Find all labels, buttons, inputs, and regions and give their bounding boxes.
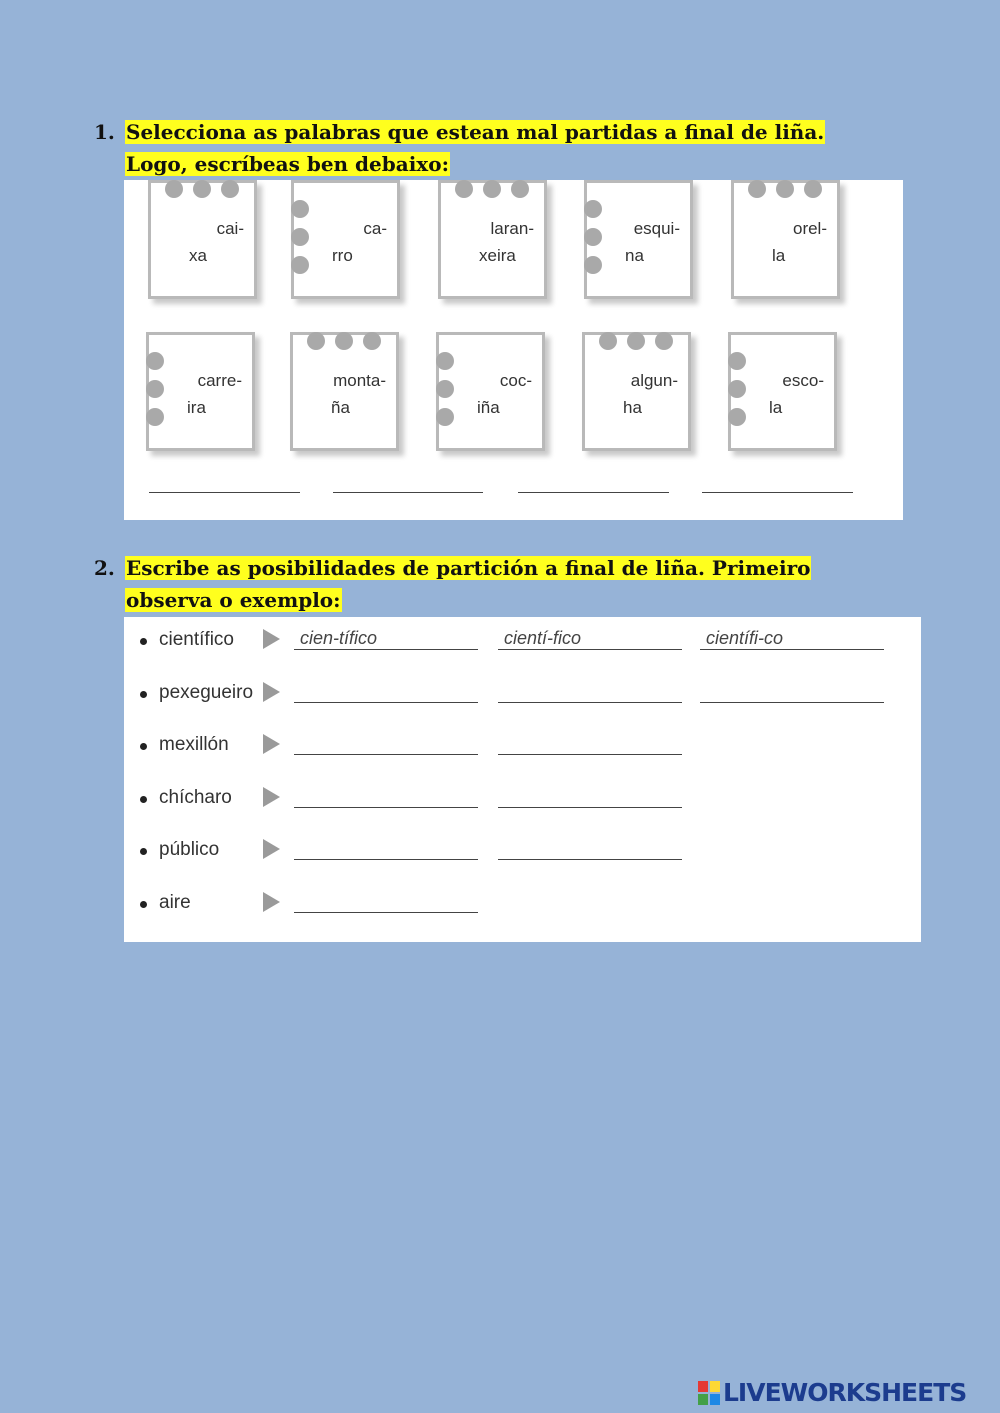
binder-hole-icon <box>584 200 602 218</box>
word-card[interactable] <box>291 180 400 299</box>
binder-hole-icon <box>291 200 309 218</box>
card-word-bottom: xeira <box>479 246 516 265</box>
row-word: chícharo <box>159 786 232 808</box>
row-word: público <box>159 839 220 860</box>
card-word-top: ca- <box>363 219 387 238</box>
word-card[interactable] <box>728 332 837 451</box>
question-1-title <box>94 116 825 180</box>
answer-text: cien-tífico <box>300 628 378 648</box>
bullet-icon <box>140 638 147 645</box>
binder-hole-icon <box>748 180 766 198</box>
bullet-icon <box>140 796 147 803</box>
answer-line-2[interactable] <box>333 492 483 493</box>
answer-slot[interactable] <box>294 624 478 650</box>
binder-hole-icon <box>776 180 794 198</box>
binder-hole-icon <box>728 352 746 370</box>
binder-hole-icon <box>599 332 617 350</box>
card-word-top: orel- <box>792 219 827 238</box>
bullet-icon <box>140 848 147 855</box>
card-word-top: carre- <box>197 371 242 390</box>
answer-line-3[interactable] <box>518 492 669 493</box>
question-1-number: 1. <box>94 120 115 144</box>
binder-hole-icon <box>584 256 602 274</box>
question-1-line-2: Logo, escríbeas ben debaixo: <box>126 152 449 176</box>
word-row <box>124 779 921 819</box>
answer-slot[interactable] <box>498 782 682 808</box>
question-1-line-1: Selecciona as palabras que estean mal partidas a final de liña. <box>126 120 825 144</box>
binder-hole-icon <box>221 180 239 198</box>
answer-slot[interactable] <box>498 677 682 703</box>
card-word-bottom: la <box>772 246 786 265</box>
word-card[interactable] <box>436 332 545 451</box>
answer-slot[interactable] <box>294 729 478 755</box>
binder-hole-icon <box>436 408 454 426</box>
word-card[interactable] <box>582 332 691 451</box>
card-word-bottom: ha <box>623 398 642 417</box>
binder-hole-icon <box>363 332 381 350</box>
answer-slot[interactable] <box>294 782 478 808</box>
bullet-icon <box>140 901 147 908</box>
card-word-bottom: iña <box>477 398 500 417</box>
binder-hole-icon <box>436 380 454 398</box>
word-card[interactable] <box>584 180 693 299</box>
question-2-panel <box>124 617 921 942</box>
answer-slot[interactable] <box>498 729 682 755</box>
answer-slot[interactable] <box>294 677 478 703</box>
card-word-top: monta- <box>333 371 386 390</box>
binder-hole-icon <box>728 408 746 426</box>
binder-hole-icon <box>307 332 325 350</box>
answer-slot[interactable] <box>700 677 884 703</box>
binder-hole-icon <box>146 408 164 426</box>
binder-hole-icon <box>291 228 309 246</box>
word-row <box>124 831 921 871</box>
row-word: mexillón <box>159 734 229 755</box>
word-card[interactable] <box>290 332 399 451</box>
question-2-number: 2. <box>94 556 115 580</box>
answer-line-1[interactable] <box>149 492 300 493</box>
answer-slot[interactable] <box>294 887 478 913</box>
card-word-top: esco- <box>782 371 824 390</box>
arrow-right-icon <box>263 892 280 912</box>
card-word-bottom: ña <box>331 398 350 417</box>
binder-hole-icon <box>511 180 529 198</box>
word-row <box>124 726 921 766</box>
binder-hole-icon <box>193 180 211 198</box>
word-card[interactable] <box>438 180 547 299</box>
binder-hole-icon <box>627 332 645 350</box>
binder-hole-icon <box>483 180 501 198</box>
card-word-bottom: rro <box>332 246 353 265</box>
card-word-top: coc- <box>499 371 532 390</box>
bullet-icon <box>140 743 147 750</box>
binder-hole-icon <box>455 180 473 198</box>
binder-hole-icon <box>291 256 309 274</box>
answer-slot[interactable] <box>700 624 884 650</box>
answer-text: cientí-fico <box>504 628 582 648</box>
binder-hole-icon <box>436 352 454 370</box>
word-card[interactable] <box>148 180 257 299</box>
arrow-right-icon <box>263 734 280 754</box>
question-2-line-2: observa o exemplo: <box>126 588 341 612</box>
question-1-panel <box>124 180 903 520</box>
binder-hole-icon <box>165 180 183 198</box>
word-card[interactable] <box>731 180 840 299</box>
card-word-bottom: la <box>769 398 783 417</box>
card-word-top: laran- <box>490 219 534 238</box>
card-word-top: algun- <box>630 371 678 390</box>
answer-slot[interactable] <box>498 834 682 860</box>
question-2-line-1: Escribe as posibilidades de partición a final de liña. Primeiro <box>126 556 811 580</box>
card-word-bottom: xa <box>189 246 207 265</box>
answer-text: científi-co <box>706 628 784 648</box>
word-row <box>124 621 921 661</box>
word-card[interactable] <box>146 332 255 451</box>
row-word: científico <box>159 629 234 650</box>
arrow-right-icon <box>263 629 280 649</box>
arrow-right-icon <box>263 839 280 859</box>
row-word: pexegueiro <box>159 681 254 703</box>
answer-slot[interactable] <box>498 624 682 650</box>
card-word-top: cai- <box>216 219 244 238</box>
binder-hole-icon <box>146 380 164 398</box>
bullet-icon <box>140 691 147 698</box>
binder-hole-icon <box>335 332 353 350</box>
binder-hole-icon <box>804 180 822 198</box>
question-2-title <box>94 552 811 616</box>
word-row <box>124 884 921 924</box>
card-word-bottom: na <box>625 246 644 265</box>
answer-line-4[interactable] <box>702 492 853 493</box>
card-word-bottom: ira <box>187 398 206 417</box>
binder-hole-icon <box>728 380 746 398</box>
answer-slot[interactable] <box>294 834 478 860</box>
binder-hole-icon <box>584 228 602 246</box>
binder-hole-icon <box>146 352 164 370</box>
liveworksheets-logo-icon <box>698 1381 720 1405</box>
binder-hole-icon <box>655 332 673 350</box>
arrow-right-icon <box>263 682 280 702</box>
row-word: aire <box>159 891 191 913</box>
arrow-right-icon <box>263 787 280 807</box>
logo-text: LIVEWORKSHEETS <box>723 1378 967 1407</box>
word-row <box>124 674 921 714</box>
card-word-top: esqui- <box>633 219 680 238</box>
